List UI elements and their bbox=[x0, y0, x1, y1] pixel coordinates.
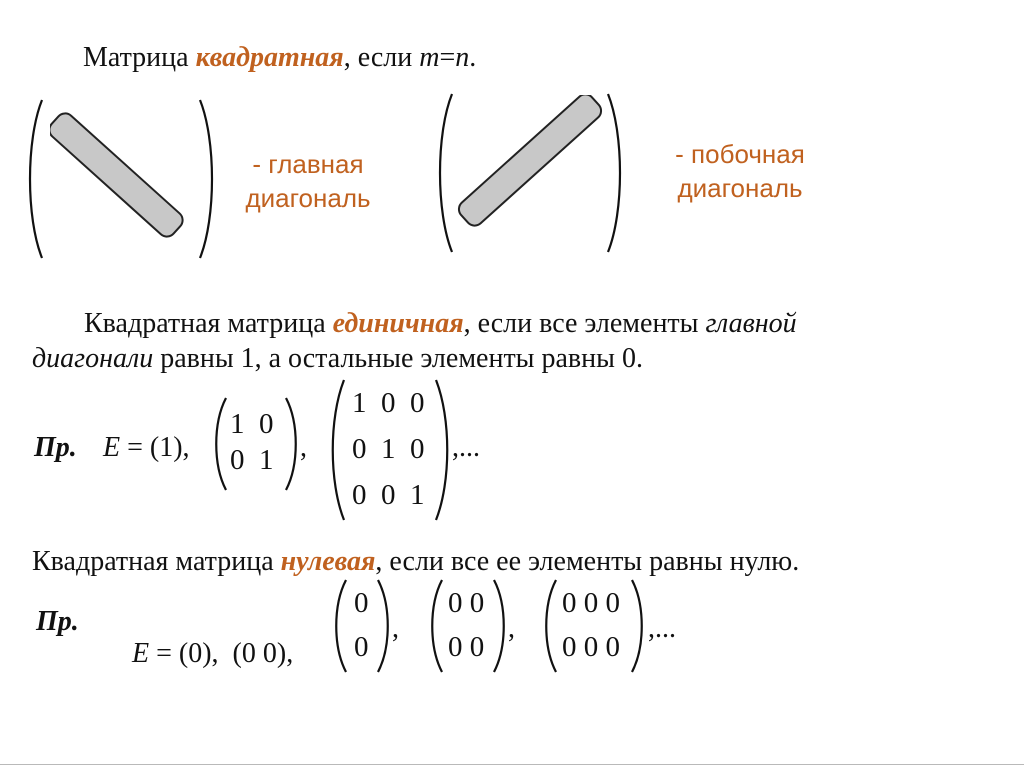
main-diag-right-paren bbox=[196, 100, 216, 258]
zero22-left-paren bbox=[430, 580, 446, 672]
zero-col-right-paren bbox=[374, 580, 390, 672]
example2-label bbox=[36, 606, 79, 638]
anti-diag-label-line2: диагональ bbox=[677, 172, 803, 203]
identity3-left-paren bbox=[330, 380, 348, 520]
zero-prefix: Квадратная матрица bbox=[32, 546, 281, 577]
identity3-row2: 0 1 0 bbox=[352, 433, 425, 465]
square-prefix: Матрица bbox=[83, 42, 196, 73]
zero-matrix-2x3 bbox=[562, 581, 620, 669]
zero23-row2: 0 0 0 bbox=[562, 631, 620, 663]
zero22-row1: 0 0 bbox=[448, 587, 485, 619]
zero-column-matrix bbox=[354, 581, 369, 669]
zero23-left-paren bbox=[544, 580, 560, 672]
anti-diagonal-label bbox=[660, 138, 820, 206]
identity2-row2: 0 1 bbox=[230, 444, 274, 476]
example2-comma1: , bbox=[392, 613, 399, 644]
main-diag-label-line2: диагональ bbox=[245, 182, 371, 213]
example2-tail: ,... bbox=[648, 613, 676, 644]
zero23-right-paren bbox=[628, 580, 644, 672]
example2-eq-zero: = (0), (0 0), bbox=[149, 638, 294, 669]
zero-rest: , если все ее элементы равны нулю. bbox=[375, 546, 800, 577]
zero-matrix-2x2 bbox=[448, 581, 484, 669]
square-definition bbox=[83, 44, 476, 72]
anti-diag-label-line1: - побочная bbox=[675, 139, 805, 169]
example1-comma: , bbox=[300, 432, 307, 463]
identity-matrix-2x2 bbox=[230, 406, 274, 478]
example1-eq-one: = (1), bbox=[120, 432, 190, 463]
zero-col-row1: 0 bbox=[354, 587, 369, 619]
zero22-row2: 0 0 bbox=[448, 631, 485, 663]
example1-var-e: E bbox=[103, 432, 121, 463]
example1-pr: Пр. bbox=[34, 432, 77, 463]
identity-diag-word: диагонали bbox=[32, 343, 154, 374]
zero-col-left-paren bbox=[334, 580, 350, 672]
example1-label bbox=[34, 432, 77, 464]
main-diagonal-bar bbox=[50, 105, 190, 240]
identity-matrix-3x3 bbox=[352, 380, 425, 518]
square-term: квадратная bbox=[195, 42, 344, 73]
identity3-right-paren bbox=[432, 380, 450, 520]
zero-term: нулевая bbox=[280, 546, 376, 577]
identity3-row3: 0 0 1 bbox=[352, 479, 425, 511]
identity2-right-paren bbox=[282, 398, 298, 490]
equals-sign: = bbox=[439, 42, 456, 73]
zero-col-row2: 0 bbox=[354, 631, 369, 663]
main-diag-label-line1: - главная bbox=[252, 149, 364, 179]
anti-diag-right-paren bbox=[604, 94, 624, 252]
identity-mid: , если все элементы bbox=[463, 308, 706, 339]
example2-var-e: E bbox=[132, 638, 150, 669]
zero23-row1: 0 0 0 bbox=[562, 587, 620, 619]
identity-term: единичная bbox=[332, 308, 464, 339]
var-m: m bbox=[419, 42, 440, 73]
example1-tail: ,... bbox=[452, 432, 480, 463]
zero-definition bbox=[32, 548, 799, 576]
identity-main-word: главной bbox=[705, 308, 797, 339]
identity-rest: равны 1, а остальные элементы равны 0. bbox=[153, 343, 643, 374]
identity-definition-line2 bbox=[32, 345, 643, 373]
main-diagonal-label bbox=[238, 148, 378, 216]
zero22-right-paren bbox=[490, 580, 506, 672]
example2-comma2: , bbox=[508, 613, 515, 644]
identity-definition-line1 bbox=[84, 310, 797, 338]
example2-pr: Пр. bbox=[36, 606, 79, 637]
main-diag-left-paren bbox=[28, 100, 48, 258]
square-end: . bbox=[469, 42, 477, 73]
square-mid: , если bbox=[343, 42, 420, 73]
example2-e-zero bbox=[118, 606, 293, 670]
identity3-row1: 1 0 0 bbox=[352, 387, 425, 419]
var-n: n bbox=[455, 42, 470, 73]
identity2-left-paren bbox=[214, 398, 230, 490]
identity-prefix: Квадратная матрица bbox=[84, 308, 333, 339]
slide-bottom-border bbox=[0, 764, 1024, 765]
example1-e-one bbox=[103, 432, 190, 464]
anti-diagonal-bar bbox=[452, 95, 607, 230]
identity2-row1: 1 0 bbox=[230, 408, 274, 440]
